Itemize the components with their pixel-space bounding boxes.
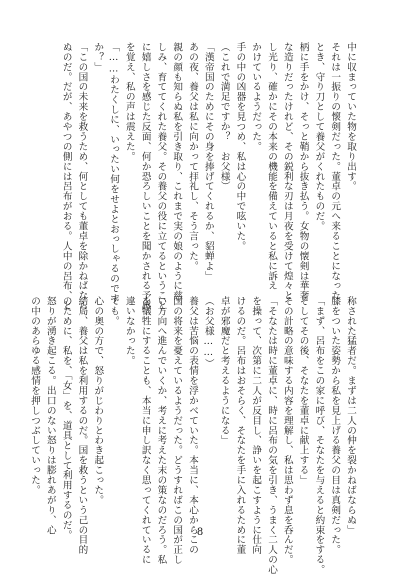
text-line: 親の顔も知らぬ私を引き取り、これまで実の娘のように慈	[171, 42, 183, 301]
text-line: ぬのだ。だが、あやつの側には呂布がおる。人中の呂布、と	[60, 42, 72, 311]
text-line: を犠牲にすることも、本当に申し訳なく思ってくれているに	[139, 296, 151, 565]
text-line: 称された猛者だ。まずは二人の仲を裂かねばならぬ」	[345, 296, 356, 535]
text-line: 違いなかった。	[123, 296, 135, 366]
text-line: とき、守り刀として養父がくれたものだ。	[313, 42, 325, 232]
text-line: の中のあらゆる感情を押しつぶしていった。	[29, 296, 41, 495]
text-line: を操って、次第に二人が反目し、諍いを起こすように仕向	[250, 296, 262, 555]
text-line: 膝をついた姿勢から私を見上げる養父の目は真剣だった。	[329, 296, 341, 555]
text-line: 養父は苦悩の表情を浮かべていた。本当に、本心からこの	[187, 296, 199, 555]
text-line: その計略の意味する内容を理解し、私は思わず息を呑んだ。	[281, 296, 293, 565]
text-line: し光り、確かにその本来の機能を備えていると私に訴え	[266, 42, 278, 291]
text-line: それは一振りの懐剣だった。董卓の元へ来ることになった	[329, 42, 341, 301]
text-line: 柄に手をかけ、そっと鞘から抜き払う。女物の懐剣は華奢	[297, 42, 309, 301]
text-line: 「漢帝国のためにその身を捧げてくれるか、貂蝉よ」	[202, 42, 214, 281]
lower-text-block	[29, 296, 358, 575]
text-line: けるのだ。呂布はおそらく、そなたを手に入れるために董	[234, 296, 246, 555]
text-line: に嬉しさを感じた反面、何か恐ろしいことを聞かされる予感	[139, 42, 151, 311]
text-line: 卓が邪魔だと考えるようになる」	[218, 296, 230, 446]
text-line: 結局、養父は私を利用するのだ。国を救うという己の目的	[76, 296, 88, 555]
text-line: （お父様……）	[202, 296, 214, 369]
text-line: な造りだったけれど、その鋭利な刃は月夜を受けて煌々と	[281, 42, 293, 301]
text-line: （これで満足ですか？ お父様）	[218, 42, 230, 192]
text-line: 国の将来を憂えているようだった。どうすればこの国が正し	[171, 296, 183, 565]
text-line: でも。	[108, 296, 120, 326]
text-line: のために、私を、「女」を、道具として利用するのだ。	[60, 296, 72, 540]
text-line: 怒りが湧き起こる。出口のない怒りは膨れあがり、心	[44, 296, 56, 535]
text-line: 中に収まっていた物を取り出す。	[345, 42, 356, 192]
page-number: 8	[196, 527, 204, 538]
text-line: あの夜、養父は私に向かって拝礼し、そう言った。	[187, 42, 199, 271]
text-line: 「……わたくしに、いったい何をせよとおっしゃるのです	[108, 42, 120, 304]
text-line: かけているようだった。	[250, 42, 262, 152]
text-line: 「この国の未来を救うため、何としても董卓を除かねばなら	[76, 42, 88, 311]
text-line: 手の中の凶器を見つめ、私は心の中で呟いた。	[234, 42, 246, 251]
text-line: 「そなたは時に董卓に、時に呂布の気を引き、うまく二人の心	[266, 296, 278, 575]
text-line: そしてその後、そなたを董卓に献上する」	[297, 296, 309, 486]
text-line: 心の奥の方で、怒りがじわりとわき起こった。	[92, 296, 104, 505]
text-line: か？」	[92, 42, 104, 72]
text-line: 「まず、呂布をこの家に呼び、そなたを与えると約束をする。	[313, 296, 325, 575]
text-line: しみ、育ててくれた養父。その養父の役に立てるということ	[155, 42, 167, 311]
text-line: を覚え、私の声は震えた。	[123, 42, 135, 162]
text-line: い方向へ進んでいくか、考えに考えた末の策なのだろう。私	[155, 296, 167, 565]
